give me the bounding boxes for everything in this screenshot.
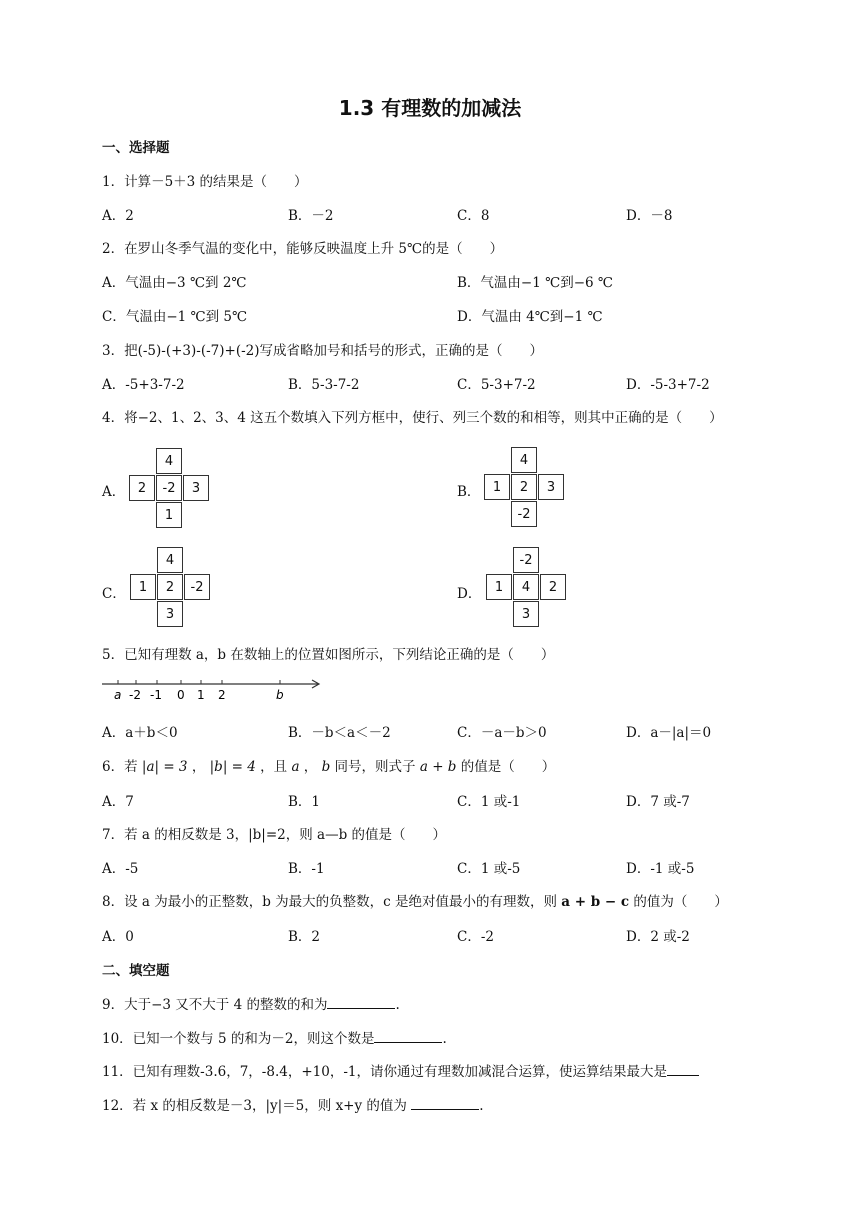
question-6-expr: a + b <box>419 759 457 775</box>
question-11-blank[interactable] <box>667 1063 699 1076</box>
question-8-stem <box>102 890 728 910</box>
question-8-pre: 8．设 a 为最小的正整数，b 为最大的负整数，c 是绝对值最小的有理数，则 <box>102 894 562 910</box>
grid-cell-center: 4 <box>513 574 539 600</box>
grid-cell-right: -2 <box>184 574 210 600</box>
question-6-post: 同号，则式子 <box>330 759 420 775</box>
question-3-stem: 3．把(-5)-(+3)-(-7)+(-2)写成省略加号和括号的形式，正确的是（ ） <box>102 343 544 359</box>
question-4-option-b-grid <box>484 447 568 531</box>
question-4-stem: 4．将−2、1、2、3、4 这五个数填入下列方框中，使行、列三个数的和相等，则其中正确的是（ ） <box>102 410 723 426</box>
question-1-option-b: B．－2 <box>288 208 334 224</box>
grid-cell-center: -2 <box>156 475 182 501</box>
question-4-option-b-label: B． <box>457 484 481 500</box>
label-neg2: -2 <box>129 688 141 702</box>
question-2-option-d: D．气温由 4℃到−1 ℃ <box>457 309 603 325</box>
question-6-comma: ， <box>299 759 322 775</box>
grid-cell-left: 1 <box>486 574 512 600</box>
grid-cell-center: 2 <box>157 574 183 600</box>
question-6-var-a: a <box>291 759 300 775</box>
question-5-option-b: B．－b＜a＜－2 <box>288 725 391 741</box>
question-9-blank[interactable] <box>327 996 395 1009</box>
question-8-expr: a + b − c <box>561 894 630 910</box>
question-10-blank[interactable] <box>374 1030 442 1043</box>
question-5-option-d: D．a－|a|＝0 <box>626 725 712 741</box>
question-6-abs-b: |b| = 4 <box>209 759 256 775</box>
label-neg1: -1 <box>150 688 162 702</box>
question-7-option-b: B．-1 <box>288 861 325 877</box>
question-1-option-d: D．－8 <box>626 208 673 224</box>
grid-cell-top: -2 <box>513 547 539 573</box>
question-5-stem: 5．已知有理数 a，b 在数轴上的位置如图所示，下列结论正确的是（ ） <box>102 647 555 663</box>
question-6-mid: ，且 <box>255 759 292 775</box>
grid-cell-left: 2 <box>129 475 155 501</box>
question-8-end: 的值为（ ） <box>629 894 728 910</box>
question-2-option-a: A．气温由−3 ℃到 2℃ <box>102 275 247 291</box>
label-a: a <box>114 688 122 702</box>
question-5-option-c: C．－a－b＞0 <box>457 725 547 741</box>
grid-cell-top: 4 <box>511 447 537 473</box>
grid-cell-bottom: 3 <box>157 601 183 627</box>
question-9-text: 9．大于−3 又不大于 4 的整数的和为 <box>102 997 328 1013</box>
question-7-option-d: D．-1 或-5 <box>626 861 695 877</box>
section-fill: 二、填空题 <box>102 963 170 979</box>
question-8-option-a: A．0 <box>102 929 134 945</box>
question-11-stem <box>102 1060 699 1080</box>
label-b: b <box>276 688 284 702</box>
grid-cell-right: 3 <box>538 474 564 500</box>
question-10-stem <box>102 1027 447 1047</box>
question-12-text: 12．若 x 的相反数是－3，|y|＝5，则 x+y 的值为 <box>102 1098 412 1114</box>
question-2-option-c: C．气温由−1 ℃到 5℃ <box>102 309 248 325</box>
question-6-abs-a: |a| = 3 <box>141 759 188 775</box>
question-8-option-b: B．2 <box>288 929 321 945</box>
question-1-option-c: C．8 <box>457 208 490 224</box>
question-10-end: . <box>442 1031 447 1047</box>
question-7-stem: 7．若 a 的相反数是 3，|b|=2，则 a—b 的值是（ ） <box>102 827 447 843</box>
question-4-option-d-label: D． <box>457 586 482 602</box>
question-3-option-a: A．-5+3-7-2 <box>102 377 185 393</box>
question-9-end: . <box>395 997 400 1013</box>
question-6-stem <box>102 755 555 775</box>
question-6-option-c: C．1 或-1 <box>457 794 521 810</box>
question-5-option-a: A．a＋b＜0 <box>102 725 178 741</box>
question-1-option-a: A．2 <box>102 208 134 224</box>
question-4-option-a-label: A． <box>102 484 126 500</box>
grid-cell-top: 4 <box>157 547 183 573</box>
question-6-var-b: b <box>321 759 331 775</box>
question-11-text: 11．已知有理数-3.6，7，-8.4，+10，-1，请你通过有理数加减混合运算，使运算结果最大是 <box>102 1064 667 1080</box>
grid-cell-right: 3 <box>183 475 209 501</box>
question-6-option-d: D．7 或-7 <box>626 794 690 810</box>
question-2-stem: 2．在罗山冬季气温的变化中，能够反映温度上升 5℃的是（ ） <box>102 241 504 257</box>
page-title: 1.3 有理数的加减法 <box>338 96 522 120</box>
question-6-sep1: ， <box>187 759 210 775</box>
grid-cell-left: 1 <box>130 574 156 600</box>
question-6-pre: 6．若 <box>102 759 142 775</box>
question-10-text: 10．已知一个数与 5 的和为－2，则这个数是 <box>102 1031 375 1047</box>
question-8-option-c: C．-2 <box>457 929 494 945</box>
question-7-option-c: C．1 或-5 <box>457 861 521 877</box>
question-1-stem: 1．计算－5＋3 的结果是（ ） <box>102 174 308 190</box>
question-4-option-c-grid <box>130 547 214 631</box>
question-6-end: 的值是（ ） <box>456 759 556 775</box>
label-0: 0 <box>177 688 185 702</box>
question-3-option-d: D．-5-3+7-2 <box>626 377 710 393</box>
question-3-option-c: C．5-3+7-2 <box>457 377 536 393</box>
question-12-end: . <box>479 1098 484 1114</box>
grid-cell-bottom: 3 <box>513 601 539 627</box>
grid-cell-center: 2 <box>511 474 537 500</box>
question-9-stem <box>102 993 400 1013</box>
grid-cell-left: 1 <box>484 474 510 500</box>
question-3-option-b: B．5-3-7-2 <box>288 377 360 393</box>
grid-cell-bottom: -2 <box>511 501 537 527</box>
grid-cell-right: 2 <box>540 574 566 600</box>
question-4-option-c-label: C． <box>102 586 126 602</box>
question-4-option-a-grid <box>129 448 213 532</box>
section-choice: 一、选择题 <box>102 140 170 156</box>
question-6-option-a: A．7 <box>102 794 134 810</box>
question-8-option-d: D．2 或-2 <box>626 929 690 945</box>
label-2: 2 <box>218 688 226 702</box>
question-2-option-b: B．气温由−1 ℃到−6 ℃ <box>457 275 614 291</box>
number-line-figure <box>100 674 326 704</box>
question-4-option-d-grid <box>486 547 570 631</box>
question-12-blank[interactable] <box>411 1097 479 1110</box>
grid-cell-top: 4 <box>156 448 182 474</box>
label-1: 1 <box>197 688 205 702</box>
question-12-stem <box>102 1094 484 1114</box>
grid-cell-bottom: 1 <box>156 502 182 528</box>
question-7-option-a: A．-5 <box>102 861 139 877</box>
question-6-option-b: B．1 <box>288 794 321 810</box>
